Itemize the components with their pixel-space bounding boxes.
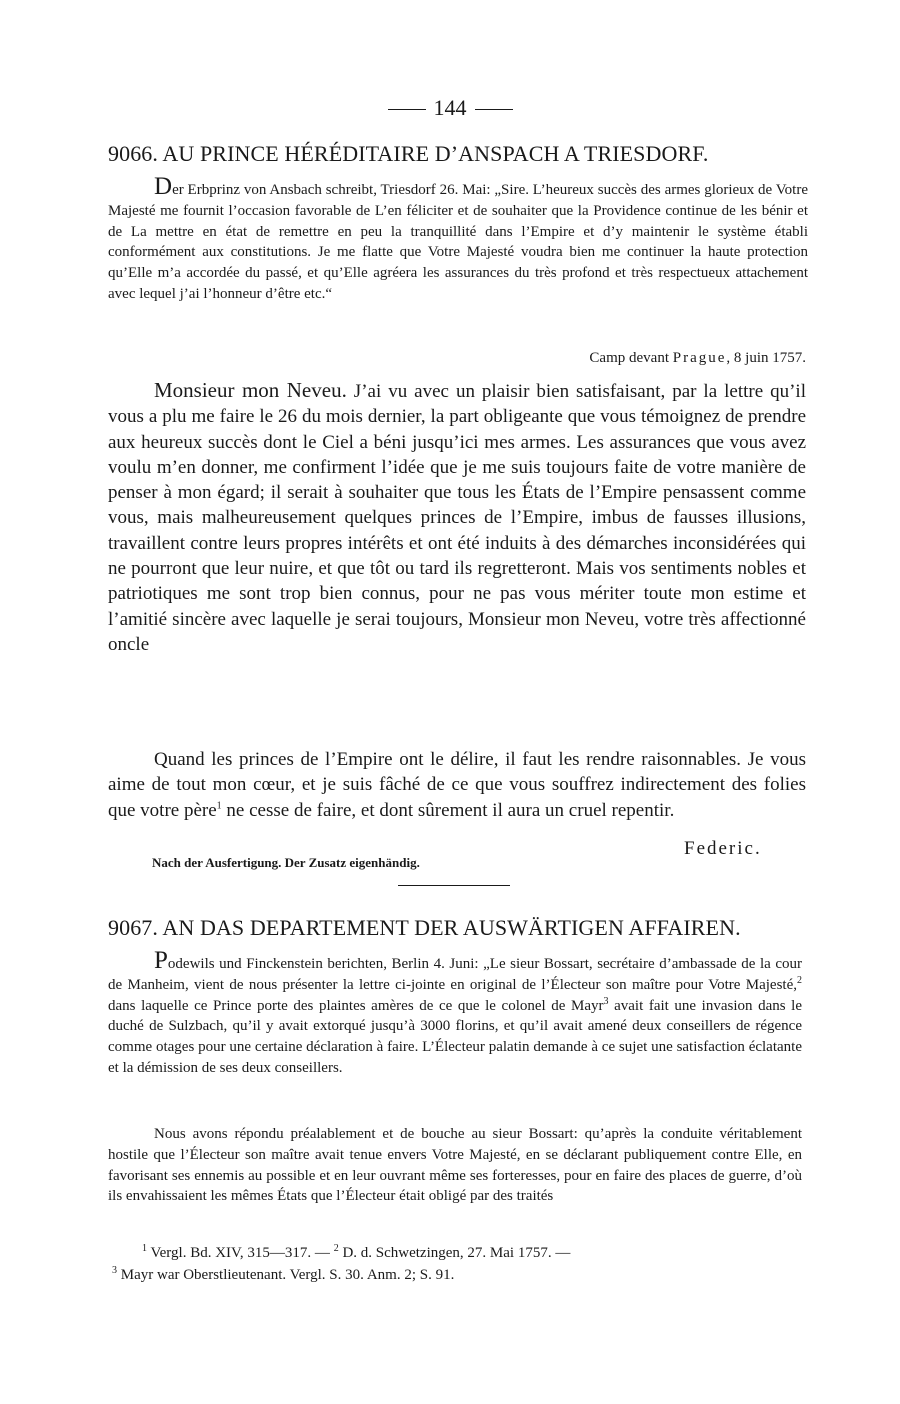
signature: Federic. xyxy=(684,838,762,859)
postscript-text-a: Quand les princes de l’Empire ont le délire, il faut les rendre raisonnables. Je vous aime de tout mon cœur, et je suis fâché de ce que vous souffrez indirectement des folies que votre père xyxy=(108,749,806,821)
summary-dropcap-2: P xyxy=(154,947,168,974)
salutation: Monsieur mon Neveu. xyxy=(154,378,347,402)
place-date-line xyxy=(589,348,806,368)
summary-2-text-a: odewils und Finckenstein berichten, Berlin 4. Juni: „Le sieur Bossart, secrétaire d’ambassade de la cour de Manheim, vient de nous présenter la lettre ci-jointe en original de l’Électeur son maître pour Votre Majesté, xyxy=(108,956,802,993)
page-number-text: 144 xyxy=(433,95,467,120)
footnote-2-mark: 2 xyxy=(333,1243,339,1254)
letter-9067-heading: 9067. AN DAS DEPARTEMENT DER AUSWÄRTIGEN AFFAIREN. xyxy=(108,915,741,940)
footnote-3-text: Mayr war Oberstlieutenant. Vergl. S. 30. Anm. 2; S. 91. xyxy=(117,1267,455,1283)
page-number-rule-left xyxy=(388,109,426,110)
summary-dropcap: D xyxy=(154,173,173,200)
place-prefix: Camp devant xyxy=(589,350,669,366)
page-number-rule-right xyxy=(475,109,513,110)
place-name: Prague xyxy=(672,350,727,366)
summary-2-text-b: dans laquelle ce Prince porte des plaintes amères de ce que le colonel de Mayr xyxy=(108,997,604,1014)
summary-text: er Erbprinz von Ansbach schreibt, Triesdorf 26. Mai: „Sire. L’heureux succès des armes glorieux de Votre Majesté me fournit l’occasion favorable de L’en féliciter et de souhaiter que la Providence continue de les bénir et de La mettre en état de remettre en peu la tranquillité dans l’Empire et d’y maintenir le système établi conformément aux constitutions. Je me flatte que Votre Majesté voudra bien me continuer la haute protection qu’Elle m’a accordée du passé, et qu’Elle agréera les assurances du très profond et très respectueux attachement avec lequel j’ai l’honneur d’être etc.“ xyxy=(108,182,808,302)
footnote-1-mark: 1 xyxy=(142,1243,147,1254)
section-divider xyxy=(398,885,510,886)
letter-9066-postscript xyxy=(108,747,806,823)
footnote-3-mark: 3 xyxy=(112,1265,117,1276)
letter-9067-paragraph-2: Nous avons répondu préalablement et de bouche au sieur Bossart: qu’après la conduite véritablement hostile que l’Électeur son maître avait tenue envers Votre Majesté, en se déclarant publiquement contre Elle, en favorisant ses ennemis au possible et en leur ouvrant même ses forteresses, pour en faire des places de guerre, d’où ils envahissaient les mêmes États que l’Électeur était obligé par des traités xyxy=(108,1126,802,1205)
footnotes xyxy=(112,1242,812,1286)
source-note: Nach der Ausfertigung. Der Zusatz eigenhändig. xyxy=(152,855,420,870)
footnote-2-text: D. d. Schwetzingen, 27. Mai 1757. — xyxy=(338,1245,571,1261)
footnote-line-1 xyxy=(112,1242,812,1264)
page-number xyxy=(0,96,900,120)
footnote-ref-3: 3 xyxy=(603,995,609,1007)
letter-9066-body xyxy=(108,378,806,657)
summary-2-text-c: avait fait une invasion dans le duché de Sulzbach, qu’il y avait extorqué jusqu’à 3000 florins, et qu’il avait amené deux conseillers de régence comme otages pour une certaine déclaration à faire. L’Électeur palatin demande à ce sujet une satisfaction éclatante et la démission de ses deux conseillers. xyxy=(108,997,802,1076)
postscript-text-b: ne cesse de faire, et dont sûrement il aura un cruel repentir. xyxy=(221,799,675,821)
place-date: , 8 juin 1757. xyxy=(726,350,806,366)
footnote-line-2 xyxy=(112,1264,812,1286)
body-text: J’ai vu avec un plaisir bien satisfaisant, par la lettre qu’il vous a plu me faire le 26 du mois dernier, la part obligeante que vous témoignez de prendre aux heureux succès dont le Ciel a béni jusqu’ici mes armes. Les assurances que vous avez voulu m’en donner, me confirment l’idée que je me suis toujours faite de votre manière de penser à mon égard; il serait à souhaiter que tous les États de l’Empire pensassent comme vous, mais malheureusement quelques princes de l’Empire, imbus de fausses illusions, travaillent contre leurs propres intérêts et ont été induits à des démarches inconsidérées qui ne pourront que leur nuire, et que tôt ou tard ils regretteront. Mais vos sentiments nobles et patriotiques me sont trop bien connus, pour ne pas vous mériter toute mon estime et l’amitié sincère avec laquelle je serai toujours, Monsieur mon Neveu, votre très affectionné oncle xyxy=(108,381,806,655)
footnote-ref-1: 1 xyxy=(216,800,222,812)
letter-9067-summary xyxy=(108,947,802,1079)
letter-9066-heading: 9066. AU PRINCE HÉRÉDITAIRE D’ANSPACH A TRIESDORF. xyxy=(108,141,709,166)
footnote-ref-2: 2 xyxy=(797,974,802,986)
letter-9066-summary xyxy=(108,173,808,305)
footnote-1-text: Vergl. Bd. XIV, 315—317. — xyxy=(147,1245,334,1261)
